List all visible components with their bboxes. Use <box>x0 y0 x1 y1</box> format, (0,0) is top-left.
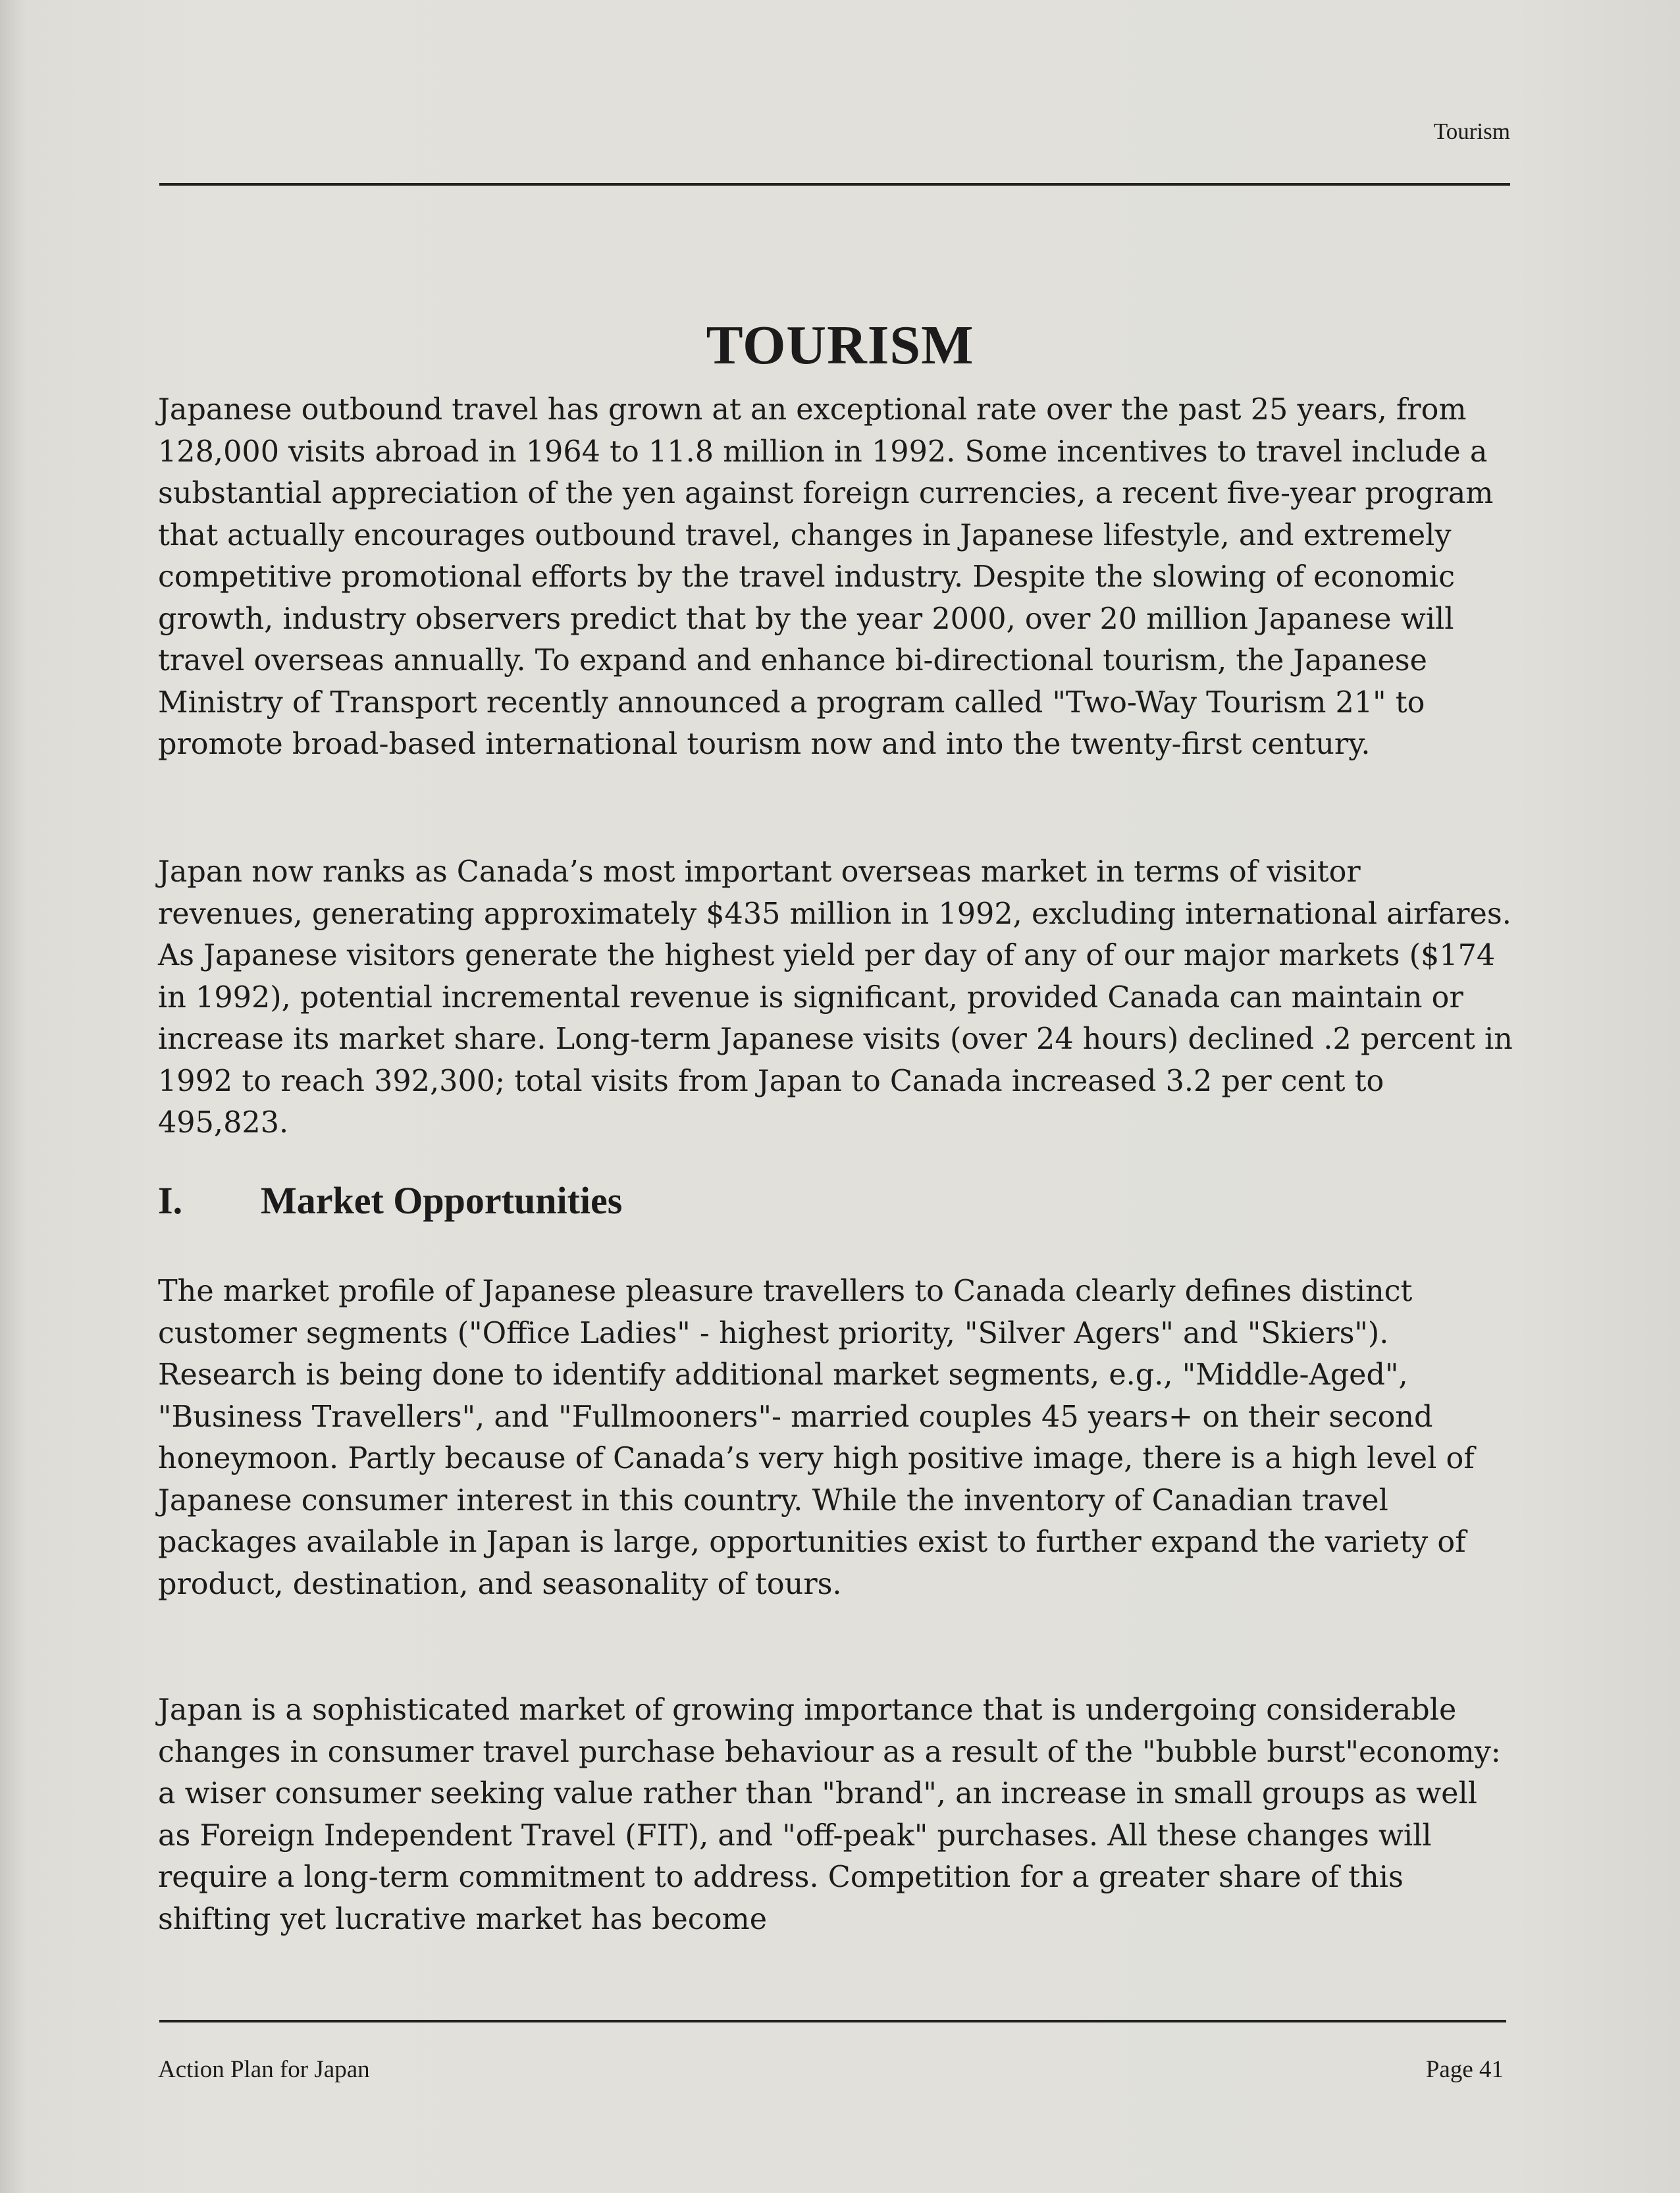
page-number: Page 41 <box>1425 2056 1504 2083</box>
market-paragraph: Japan now ranks as Canada’s most important overseas market in terms of visitor revenues, generating approximately $435 million in 1992, excluding international airfares. As Japanese visitors generate the highest yield per day of any of our major markets ($174 in 1992), potential incremental revenue is significant, provided Canada can maintain or increase its market share. Long-term Japanese visits (over 24 hours) declined .2 percent in 1992 to reach 392,300; total visits from Japan to Canada increased 3.2 per cent to 495,823. <box>158 855 1513 1140</box>
section-title: Market Opportunities <box>261 1179 623 1222</box>
header-rule <box>159 183 1510 186</box>
footer-rule <box>159 2020 1506 2022</box>
sophisticated-market-paragraph: Japan is a sophisticated market of growing importance that is undergoing considerable changes in consumer travel purchase behaviour as a result of the "bubble burst"economy: a wiser consumer seeking value rather than "brand", an increase in small groups as well as Foreign Independent Travel (FIT), and "off-peak" purchases. All these changes will require a long-term commitment to address. Competition for a greater share of this shifting yet lucrative market has become <box>158 1693 1501 1936</box>
section-number: I. <box>158 1179 183 1222</box>
section-heading <box>158 1178 622 1223</box>
footer-document-title: Action Plan for Japan <box>158 2056 370 2083</box>
segments-paragraph: The market profile of Japanese pleasure travellers to Canada clearly defines distinct customer segments ("Office Ladies" - highest priority, "Silver Agers" and "Skiers"). Research is being done to identify additional market segments, e.g., "Middle-Aged", "Business Travellers", and "Fullmooners"- married couples 45 years+ on their second honeymoon. Partly because of Canada’s very high positive image, there is a high level of Japanese consumer interest in this country. While the inventory of Canadian travel packages available in Japan is large, opportunities exist to further expand the variety of product, destination, and seasonality of tours. <box>158 1275 1475 1601</box>
running-header: Tourism <box>1433 119 1510 144</box>
intro-paragraph: Japanese outbound travel has grown at an exceptional rate over the past 25 years, from 128,000 visits abroad in 1964 to 11.8 million in 1992. Some incentives to travel include a substantial appreciation of the yen against foreign currencies, a recent five-year program that actually encourages outbound travel, changes in Japanese lifestyle, and extremely competitive promotional efforts by the travel industry. Despite the slowing of economic growth, industry observers predict that by the year 2000, over 20 million Japanese will travel overseas annually. To expand and enhance bi-directional tourism, the Japanese Ministry of Transport recently announced a program called "Two-Way Tourism 21" to promote broad-based international tourism now and into the twenty-first century. <box>158 393 1494 761</box>
document-title: TOURISM <box>706 315 974 377</box>
